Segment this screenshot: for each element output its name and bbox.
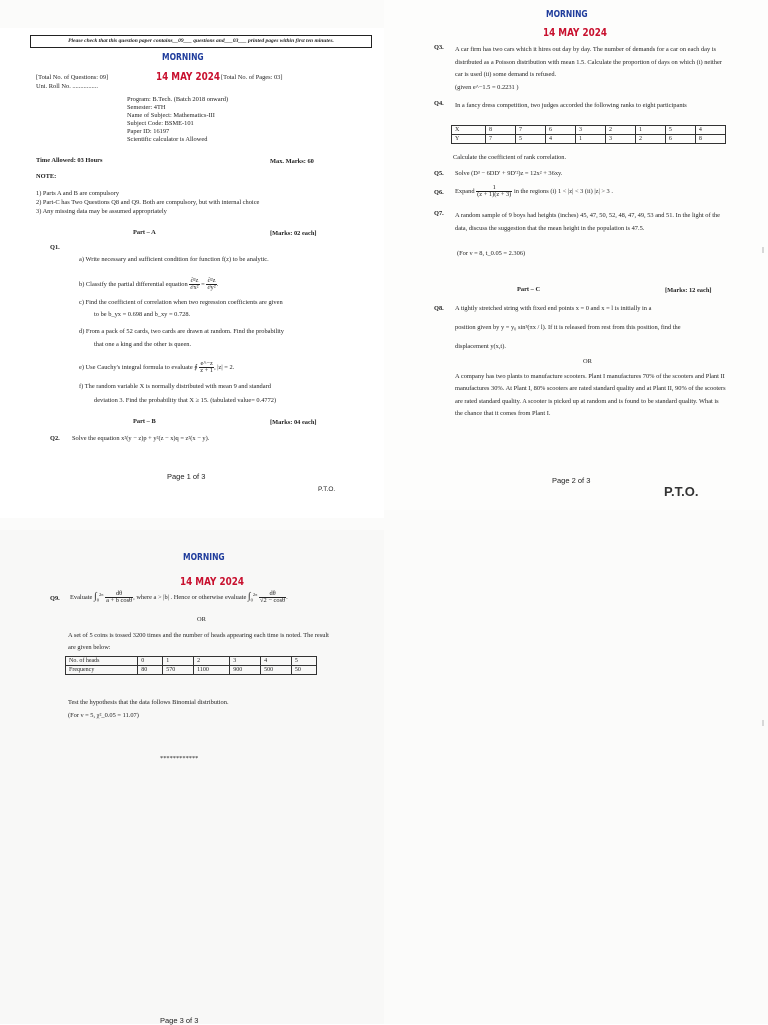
table-cell: 570	[163, 666, 194, 675]
q6-expression	[455, 185, 613, 198]
q6-regions: in the regions (i) 1 < |z| < 3 (ii) |z| > 3 .	[513, 187, 613, 195]
q4-number: Q4.	[434, 100, 444, 107]
q6-denominator: (z + 1)(z + 3)	[477, 191, 512, 198]
table-cell: 7	[486, 135, 516, 144]
note-3: 3) Any missing data may be assumed appropriately	[36, 208, 167, 215]
q1d-line-1: d) From a pack of 52 cards, two cards are drawn at random. Find the probability	[79, 328, 284, 335]
note-title: NOTE:	[36, 173, 57, 180]
part-b-marks: [Marks: 04 each]	[270, 419, 317, 426]
q8-line-1: A tightly stretched string with fixed end points x = 0 and x = l is initially in a	[455, 305, 652, 312]
q1-number: Q1.	[50, 244, 60, 251]
total-questions: [Total No. of Questions: 09]	[36, 74, 109, 81]
table-cell: 4	[695, 126, 725, 135]
page-1-pto: P.T.O.	[318, 486, 336, 493]
q1a: a) Write necessary and sufficient condition for function f(z) to be analytic.	[79, 256, 269, 263]
page-1-footer: Page 1 of 3	[167, 472, 206, 481]
q3-number: Q3.	[434, 44, 444, 51]
date-stamp-p1: 14 MAY 2024	[156, 70, 220, 83]
subject-name: Name of Subject: Mathematics-III	[127, 112, 215, 119]
table-cell: 1	[635, 126, 665, 135]
table-cell: 3	[575, 126, 605, 135]
table-row	[452, 126, 726, 135]
page-3-footer: Page 3 of 3	[160, 1016, 199, 1025]
q9-integrand-1: $\frac{d\theta}{\text{a + b cosθ}}$	[106, 590, 133, 605]
q6-fraction	[476, 185, 512, 198]
q6-number: Q6.	[434, 189, 444, 196]
page-2-footer: Page 2 of 3	[552, 476, 591, 485]
row-header-cell: No. of heads	[66, 657, 138, 666]
q1e-contour: , |z| = 2.	[214, 363, 235, 371]
q6-numerator: 1	[476, 185, 512, 192]
table-cell: 5	[516, 135, 546, 144]
table-cell: 900	[230, 666, 261, 675]
table-cell: 5	[291, 657, 316, 666]
part-a-marks: [Marks: 02 each]	[270, 230, 317, 237]
calculator-note: Scientific calculator is Allowed	[127, 136, 208, 143]
part-c-heading: Part – C	[517, 286, 541, 293]
q3-text: A car firm has two cars which it hires out day by day. The number of demands for a car on each day is distributed as a Poisson distribution with mean 1.5. Calculate the proportion of days on which (i) neither car is used (ii) some demand is refused.	[455, 46, 722, 78]
row-header-cell: X	[452, 126, 486, 135]
table-cell: 2	[635, 135, 665, 144]
paper-id: Paper ID: 16197	[127, 128, 170, 135]
table-cell: 0	[138, 657, 163, 666]
table-cell: 8	[695, 135, 725, 144]
table-cell: 6	[545, 126, 575, 135]
table-cell: 500	[261, 666, 292, 675]
pde-term-1: $\frac{\text{∂²z}}{\text{∂x²}}$	[190, 277, 199, 291]
table-cell: 1100	[194, 666, 230, 675]
q2-text: Solve the equation x²(y − z)p + y²(z − x)q = z²(x − y).	[72, 435, 210, 442]
rank-table	[451, 125, 726, 144]
table-cell: 8	[486, 126, 516, 135]
q1e-label: e) Use Cauchy's integral formula to evaluate	[79, 363, 193, 371]
q1c-line-2: to be b_yx = 0.698 and b_xy = 0.728.	[94, 311, 191, 318]
pde-term-2: $\frac{\text{∂²z}}{\text{∂y²}}$	[207, 277, 216, 291]
part-a-heading: Part – A	[133, 229, 156, 236]
table-row	[66, 657, 317, 666]
q4-instruction: Calculate the coefficient of rank correlation.	[453, 154, 567, 161]
date-stamp-p2: 14 MAY 2024	[543, 26, 607, 39]
q4-text: In a fancy dress competition, two judges accorded the following ranks to eight participants	[455, 102, 687, 109]
contour-integral-sign: ∮	[194, 363, 198, 371]
integral-sign-1: ∫	[93, 591, 97, 603]
morning-stamp-p2: MORNING	[546, 9, 588, 20]
q1b-label: b) Classify the partial differential equation	[79, 280, 188, 288]
q8-line-2: position given by y = y₀ sin³(πx / l). If it is released from rest from this position, find the	[455, 324, 681, 331]
note-1: 1) Parts A and B are compulsory	[36, 190, 120, 197]
table-cell: 2	[605, 126, 635, 135]
table-row	[66, 666, 317, 675]
table-cell: 80	[138, 666, 163, 675]
table-cell: 4	[545, 135, 575, 144]
q2-number: Q2.	[50, 435, 60, 442]
date-stamp-p3: 14 MAY 2024	[180, 575, 244, 588]
q9-expression: Evaluate $\int_0^{2\pi}$ $\frac{d\theta}{\text{a + b cosθ}}$ , where a > |b| . Hence or otherwise evaluate $\int_0^{2\pi}$ $\frac{d\theta}{√2 - \cos\theta}$ .	[70, 590, 288, 605]
q5-text: Solve (D³ − 6DD′ + 9D′²)z = 12x² + 36xy.	[455, 170, 563, 177]
q7-text: A random sample of 9 boys had heights (inches) 45, 47, 50, 52, 48, 47, 49, 53 and 51. In the light of the data, discuss the suggestion that the mean height in the population is 47.5.	[455, 212, 720, 232]
q1e	[79, 361, 234, 374]
q1b: b) Classify the partial differential equation $\frac{\text{∂²z}}{\text{∂x²}}$ = $\frac{\text{∂²z}}{\text{∂y²}}$ .	[79, 277, 219, 291]
uni-roll-no: Uni. Roll No. ................	[36, 83, 98, 90]
q7-given: (For ν = 8, t_0.05 = 2.306)	[457, 250, 526, 257]
table-cell: 7	[516, 126, 546, 135]
q9-given: (For ν = 5, χ²_0.05 = 11.07)	[68, 712, 139, 719]
q1f-line-2: deviation 3. Find the probability that X ≥ 15. (tabulated value= 0.4772)	[94, 397, 277, 404]
program: Program: B.Tech. (Batch 2018 onward)	[127, 96, 229, 103]
q8-line-3: displacement y(x,t).	[455, 343, 506, 350]
part-c-marks: [Marks: 12 each]	[665, 287, 712, 294]
q3-given: (given e^−1.5 = 0.2231 )	[455, 84, 519, 91]
q5-number: Q5.	[434, 170, 444, 177]
note-2: 2) Part-C has Two Questions Q8 and Q9. Both are compulsory, but with internal choice	[36, 199, 260, 206]
table-cell: 1	[163, 657, 194, 666]
table-cell: 2	[194, 657, 230, 666]
q6-label: Expand	[455, 187, 475, 195]
q9-or: OR	[197, 616, 206, 623]
q8-alternative: A company has two plants to manufacture scooters. Plant I manufactures 70% of the scooters and Plant II manufactures 30%. At Plant I, 80% scooters are rated standard quality and at Plant II, 90% of the scooters are rated standard quality. A scooter is picked up at random and is found to be standard quality. What is the chance that it comes from Plant I.	[455, 373, 726, 417]
table-cell: 6	[665, 135, 695, 144]
table-cell: 4	[261, 657, 292, 666]
page-2-pto: P.T.O.	[664, 484, 699, 499]
q9-integrand-2: $\frac{d\theta}{√2 - \cos\theta}$	[260, 590, 286, 605]
q9-condition: , where a > |b| . Hence or otherwise evaluate	[133, 594, 247, 602]
morning-stamp-p1: MORNING	[162, 52, 204, 63]
q8-or: OR	[583, 358, 592, 365]
q9-label: Evaluate	[70, 594, 93, 602]
table-cell: 3	[230, 657, 261, 666]
end-of-paper-stars: ************	[160, 755, 199, 762]
morning-stamp-p3: MORNING	[183, 552, 225, 563]
time-allowed: Time Allowed: 03 Hours	[36, 157, 103, 164]
scan-edge-mark	[762, 247, 764, 253]
q1c-line-1: c) Find the coefficient of correlation when two regression coefficients are given	[79, 299, 283, 306]
subject-code: Subject Code: BSME-101	[127, 120, 194, 127]
q9-number: Q9.	[50, 595, 60, 602]
q1f-line-1: f) The random variable X is normally distributed with mean 9 and standard	[79, 383, 271, 390]
table-cell: 1	[575, 135, 605, 144]
table-cell: 3	[605, 135, 635, 144]
q9-hypothesis: Test the hypothesis that the data follows Binomial distribution.	[68, 699, 229, 706]
total-pages: [Total No. of Pages: 03]	[221, 74, 283, 81]
q7-number: Q7.	[434, 210, 444, 217]
part-b-heading: Part – B	[133, 418, 156, 425]
q9-alternative: A set of 5 coins is tossed 3200 times and the number of heads appearing each time is noted. The result are given below:	[68, 632, 329, 651]
q1e-integrand: $\frac{e\^{}-z}{z + 1}$	[200, 360, 214, 374]
scan-edge-mark	[762, 720, 764, 726]
q1d-line-2: that one a king and the other is queen.	[94, 341, 192, 348]
row-header-cell: Frequency	[66, 666, 138, 675]
q8-number: Q8.	[434, 305, 444, 312]
table-cell: 5	[665, 126, 695, 135]
coin-toss-table	[65, 656, 317, 675]
semester: Semester: 4TH	[127, 104, 166, 111]
row-header-cell: Y	[452, 135, 486, 144]
table-cell: 50	[291, 666, 316, 675]
integral-sign-2: ∫	[247, 591, 251, 603]
max-marks: Max. Marks: 60	[270, 158, 314, 165]
table-row	[452, 135, 726, 144]
page-check-notice: Please check that this question paper contains__09___ questions and___03___ printed pages within first ten minutes.	[30, 35, 372, 48]
